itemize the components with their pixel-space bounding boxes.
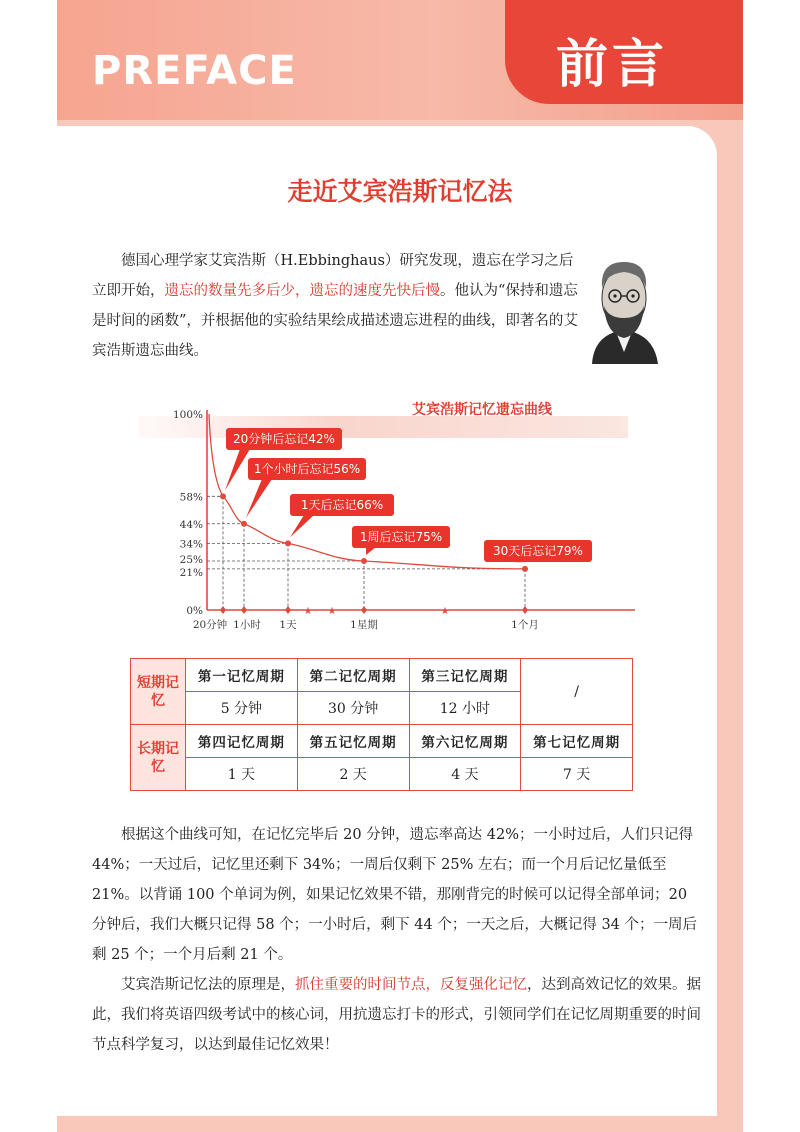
cycle-value: 5 分钟 (186, 692, 298, 725)
short-term-label: 短期记忆 (131, 659, 186, 725)
x-star-mark: ★ (303, 606, 313, 617)
cycle-value: 30 分钟 (297, 692, 409, 725)
x-tick-label: 1天 (279, 619, 297, 631)
short-extra-cell: / (521, 659, 633, 725)
annotation-label: 20分钟后忘记42% (233, 432, 335, 446)
data-point (522, 566, 528, 572)
x-tick-label: 1个月 (511, 619, 539, 631)
x-tick-mark (285, 606, 291, 614)
data-point (285, 540, 291, 546)
annotation-label: 30天后忘记79% (493, 544, 583, 558)
annotation-pointer (290, 515, 314, 537)
page-title: 走近艾宾浩斯记忆法 (287, 177, 513, 206)
x-tick-mark (361, 606, 367, 614)
cycle-header: 第一记忆周期 (186, 659, 298, 692)
cycle-value: 1 天 (186, 758, 298, 791)
y-tick-label: 34% (179, 538, 203, 551)
cycle-header: 第六记忆周期 (409, 725, 521, 758)
intro-paragraph (92, 246, 580, 366)
cycle-header: 第五记忆周期 (297, 725, 409, 758)
annotation-label: 1周后忘记75% (359, 530, 443, 544)
y-tick-label: 58% (179, 491, 203, 504)
intro-highlight: 遗忘的数量先多后少，遗忘的速度先快后慢 (164, 283, 440, 299)
y-tick-label: 21% (179, 566, 203, 579)
x-tick-mark (522, 606, 528, 614)
cycle-value: 4 天 (409, 758, 521, 791)
body-text-2: ，达到高效记忆的效果。据此，我们将英语四级考试中的核心词，用抗遗忘打卡的形式，引领同学们在记忆周期重要的时间节点科学复习，以达到最佳记忆效果！ (92, 977, 701, 1053)
chart-title: 艾宾浩斯记忆遗忘曲线 (412, 402, 552, 418)
cycle-value: 12 小时 (409, 692, 521, 725)
y-tick-label: 44% (179, 518, 203, 531)
x-tick-mark (241, 606, 247, 614)
chart-title-band (138, 416, 628, 438)
title-tab-text: 前言 (556, 35, 669, 95)
y-tick-label: 100% (172, 409, 203, 421)
cycle-value: 7 天 (521, 758, 633, 791)
preface-label: PREFACE (92, 48, 297, 94)
annotation-pointer (246, 479, 272, 518)
x-star-mark: ★ (440, 606, 450, 617)
x-tick-label: 20分钟 (192, 619, 228, 631)
annotation-pointer (225, 449, 250, 490)
data-point (220, 493, 226, 499)
ebbinghaus-portrait (584, 252, 664, 366)
cycle-header: 第七记忆周期 (521, 725, 633, 758)
x-tick-mark (220, 606, 226, 614)
intro-text-2: 。他认为“保持和遗忘是时间的函数”，并根据他的实验结果绘成描述遗忘进程的曲线，即著名的艾宾浩斯遗忘曲线。 (92, 283, 578, 359)
body-paragraph-2 (92, 970, 702, 1060)
cycle-header: 第二记忆周期 (297, 659, 409, 692)
x-tick-label: 1星期 (350, 619, 378, 631)
body-paragraph-1: 根据这个曲线可知，在记忆完毕后 20 分钟，遗忘率高达 42%；一小时过后，人们只记得 44%；一天过后，记忆里还剩下 34%；一周后仅剩下 25% 左右；而一个月后记忆量低至 21%。以背诵 100 个单词为例，如果记忆效果不错，那刚背完的时候可以记得全部单词；20 分钟后，我们大概只记得 58 个；一小时后，剩下 44 个；一天之后，大概记得 34 个；一周后剩 25 个；一个月后剩 21 个。 (92, 827, 698, 963)
x-tick-label: 1小时 (233, 619, 261, 631)
x-star-mark: ★ (327, 606, 337, 617)
cycle-value: 2 天 (297, 758, 409, 791)
y-tick-label: 25% (179, 554, 203, 566)
forgetting-curve-chart (130, 390, 650, 640)
cycle-header: 第四记忆周期 (186, 725, 298, 758)
memory-cycle-table (130, 658, 633, 791)
data-point (241, 521, 247, 527)
y-tick-label: 0% (186, 605, 203, 617)
body-highlight: 抓住重要的时间节点，反复强化记忆 (295, 977, 527, 993)
intro-text-1: 德国心理学家艾宾浩斯（H.Ebbinghaus）研究发现，遗忘在学习之后立即开始， (92, 253, 574, 299)
body-text-1: 艾宾浩斯记忆法的原理是， (121, 977, 295, 993)
cycle-header: 第三记忆周期 (409, 659, 521, 692)
annotation-label: 1个小时后忘记56% (253, 462, 361, 476)
annotation-label: 1天后忘记66% (300, 498, 384, 512)
long-term-label: 长期记忆 (131, 725, 186, 791)
data-point (361, 558, 367, 564)
annotation-pointer (366, 547, 376, 555)
